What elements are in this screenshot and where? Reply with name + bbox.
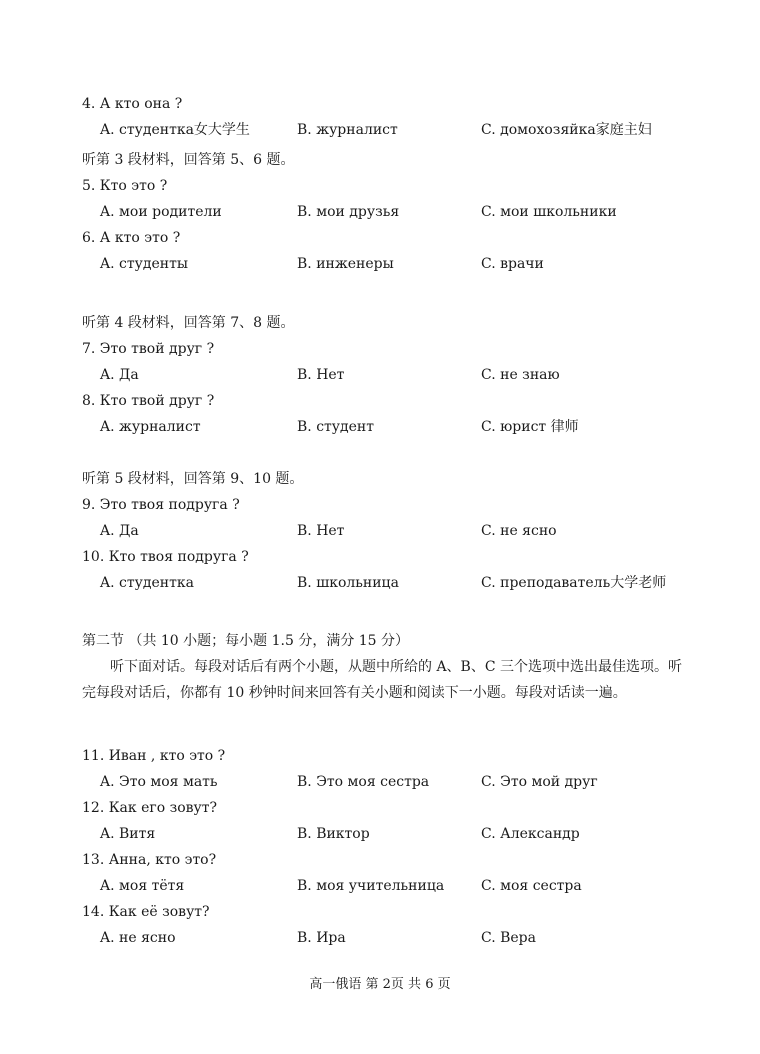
question-11: 11. Иван , кто это ? <box>82 748 226 764</box>
q4-option-c: C. домохозяйка家庭主妇 <box>481 122 652 138</box>
question-9: 9. Это твоя подруга ? <box>82 497 240 513</box>
q9-option-b: B. Нет <box>297 523 345 539</box>
q14-option-b: B. Ира <box>297 930 346 946</box>
segment-5-heading: 听第 5 段材料，回答第 9、10 题。 <box>82 471 304 487</box>
q14-option-c: C. Вера <box>481 930 536 946</box>
q13-option-a: A. моя тётя <box>100 878 185 894</box>
question-6: 6. А кто это ? <box>82 230 181 246</box>
q6-option-b: B. инженеры <box>297 256 394 272</box>
question-8: 8. Кто твой друг ? <box>82 393 215 409</box>
question-4: 4. А кто она ? <box>82 96 183 112</box>
q6-option-a: A. студенты <box>100 256 188 272</box>
q4-option-a: A. студентка女大学生 <box>100 122 250 138</box>
q11-option-c: C. Это мой друг <box>481 774 598 790</box>
q7-option-b: B. Нет <box>297 367 345 383</box>
section-2-instructions: 听下面对话。每段对话后有两个小题，从题中所给的 A、B、C 三个选项中选出最佳选项。听完每段对话后，你都有 10 秒钟时间来回答有关小题和阅读下一小题。每段对话读一遍。 <box>82 659 683 701</box>
question-14: 14. Как её зовут? <box>82 904 210 920</box>
q8-option-b: B. студент <box>297 419 374 435</box>
q11-option-a: A. Это моя мать <box>100 774 218 790</box>
q5-option-b: B. мои друзья <box>297 204 400 220</box>
q5-option-a: A. мои родители <box>100 204 222 220</box>
q8-option-a: A. журналист <box>100 419 201 435</box>
question-10: 10. Кто твоя подруга ? <box>82 549 249 565</box>
q7-option-c: C. не знаю <box>481 367 560 383</box>
question-5: 5. Кто это ? <box>82 178 168 194</box>
q12-option-c: C. Александр <box>481 826 580 842</box>
q9-option-c: C. не ясно <box>481 523 557 539</box>
segment-4-heading: 听第 4 段材料，回答第 7、8 题。 <box>82 315 295 331</box>
q4-option-b: B. журналист <box>297 122 398 138</box>
q8-option-c: C. юрист 律师 <box>481 419 579 435</box>
question-12: 12. Как его зовут? <box>82 800 218 816</box>
q12-option-b: B. Виктор <box>297 826 370 842</box>
q10-option-c: C. преподаватель大学老师 <box>481 575 667 591</box>
q13-option-c: C. моя сестра <box>481 878 582 894</box>
section-2-title: 第二节 （共 10 小题；每小题 1.5 分，满分 15 分） <box>82 633 410 649</box>
q10-option-b: B. школьница <box>297 575 399 591</box>
question-7: 7. Это твой друг ? <box>82 341 215 357</box>
q11-option-b: B. Это моя сестра <box>297 774 430 790</box>
q13-option-b: B. моя учительница <box>297 878 445 894</box>
q6-option-c: C. врачи <box>481 256 544 272</box>
q5-option-c: C. мои школьники <box>481 204 617 220</box>
q7-option-a: A. Да <box>100 367 139 383</box>
page-footer: 高一俄语 第 2页 共 6 页 <box>309 977 451 992</box>
question-13: 13. Анна, кто это? <box>82 852 217 868</box>
q9-option-a: A. Да <box>100 523 139 539</box>
q12-option-a: A. Витя <box>100 826 156 842</box>
q10-option-a: A. студентка <box>100 575 194 591</box>
segment-3-heading: 听第 3 段材料，回答第 5、6 题。 <box>82 152 295 168</box>
q14-option-a: A. не ясно <box>100 930 176 946</box>
